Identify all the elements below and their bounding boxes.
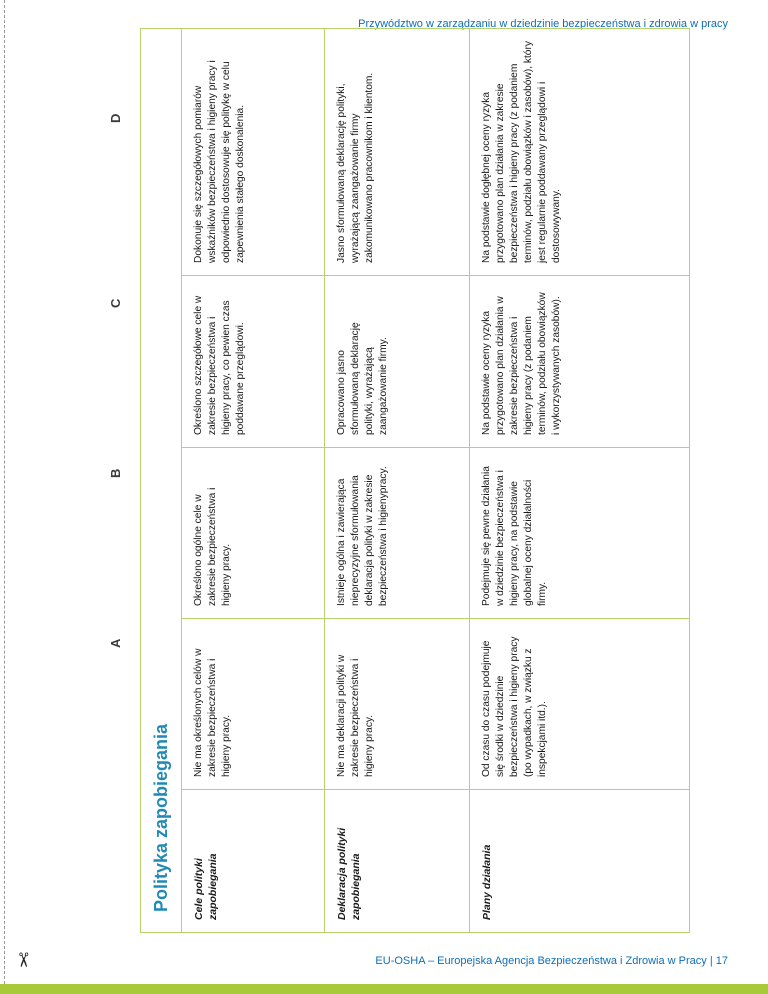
cell-a: Nie ma określonych celów w zakresie bezpieczeństwa i higieny pracy.: [182, 619, 324, 790]
cell-d: Jasno sformułowaną deklarację polityki, wyrażającą zaangażowanie firmy zakomunikowano pracownikom i klientom.: [325, 29, 469, 276]
table-row: [181, 29, 324, 932]
bottom-accent-bar: [0, 984, 768, 994]
cell-c: Opracowano jasno sformułowaną deklarację polityki, wyrażającą zaangażowanie firmy.: [325, 276, 469, 448]
assessment-table: [140, 28, 690, 933]
cell-b: Istnieje ogólna i zawierająca nieprecyzyjne sformułowania deklaracja polityki w zakresie bezpieczeństwa i higienypracy.: [325, 448, 469, 619]
cell-c: Określono szczegółowe cele w zakresie bezpieczeństwa i higieny pracy, co pewien czas poddawane przeglądowi.: [182, 276, 324, 448]
column-letter-b: B: [108, 468, 123, 478]
cut-line: [4, 0, 5, 984]
section-title: Polityka zapobiegania: [150, 723, 171, 912]
column-letter-c: C: [108, 298, 123, 308]
scissors-icon: ✂: [11, 951, 34, 969]
column-letter-a: A: [108, 638, 123, 648]
cell-d: Dokonuje się szczegółowych pomiarów wskaźników bezpieczeństwa i higieny pracy i odpowiednio dostosowuje się politykę w celu zapewnienia stałego doskonalenia.: [182, 29, 324, 276]
table-rotated: [70, 28, 690, 933]
running-header: Przywództwo w zarządzaniu w dziedzinie bezpieczeństwa i zdrowia w pracy: [358, 18, 728, 30]
page-footer: EU-OSHA – Europejska Agencja Bezpieczeństwa i Zdrowia w Pracy | 17: [375, 955, 728, 967]
rotated-table-area: [70, 28, 690, 933]
cell-a: Nie ma deklaracji polityki w zakresie bezpieczeństwa i higieny pracy.: [325, 619, 469, 790]
cell-c: Na podstawie oceny ryzyka przygotowano plan działania w zakresie bezpieczeństwa i higieny pracy (z podaniem terminów, podziału obowiązków i wykorzystywanych zasobów).: [470, 276, 689, 448]
row-label: Cele polityki zapobiegania: [193, 853, 219, 920]
cell-a: Od czasu do czasu podejmuje się środki w dziedzinie bezpieczeństwa i higieny pracy (po wypadkach, w związku z inspekcjami itd.).: [470, 619, 689, 790]
cell-d: Na podstawie dogłębnej oceny ryzyka przygotowano plan działania w zakresie bezpieczeństwa i higieny pracy (z podaniem terminów, podziału obowiązków i zasobów), który jest regularnie poddawany przeglądowi i dostosowywany.: [470, 29, 689, 276]
table-row: [324, 29, 469, 932]
cell-b: Określono ogólne cele w zakresie bezpieczeństwa i higieny pracy.: [182, 448, 324, 619]
table-rows: [181, 29, 689, 932]
column-letters: [70, 28, 140, 933]
table-row: [469, 29, 689, 932]
row-label: Deklaracja polityki zapobiegania: [336, 827, 362, 920]
cell-b: Podejmuje się pewne działania w dziedzinie bezpieczeństwa i higieny pracy, na podstawie globalnej oceny działalności firmy.: [470, 448, 689, 619]
row-label: Plany działania: [481, 844, 493, 920]
section-heading-band: [141, 29, 181, 932]
column-letter-d: D: [108, 113, 123, 123]
